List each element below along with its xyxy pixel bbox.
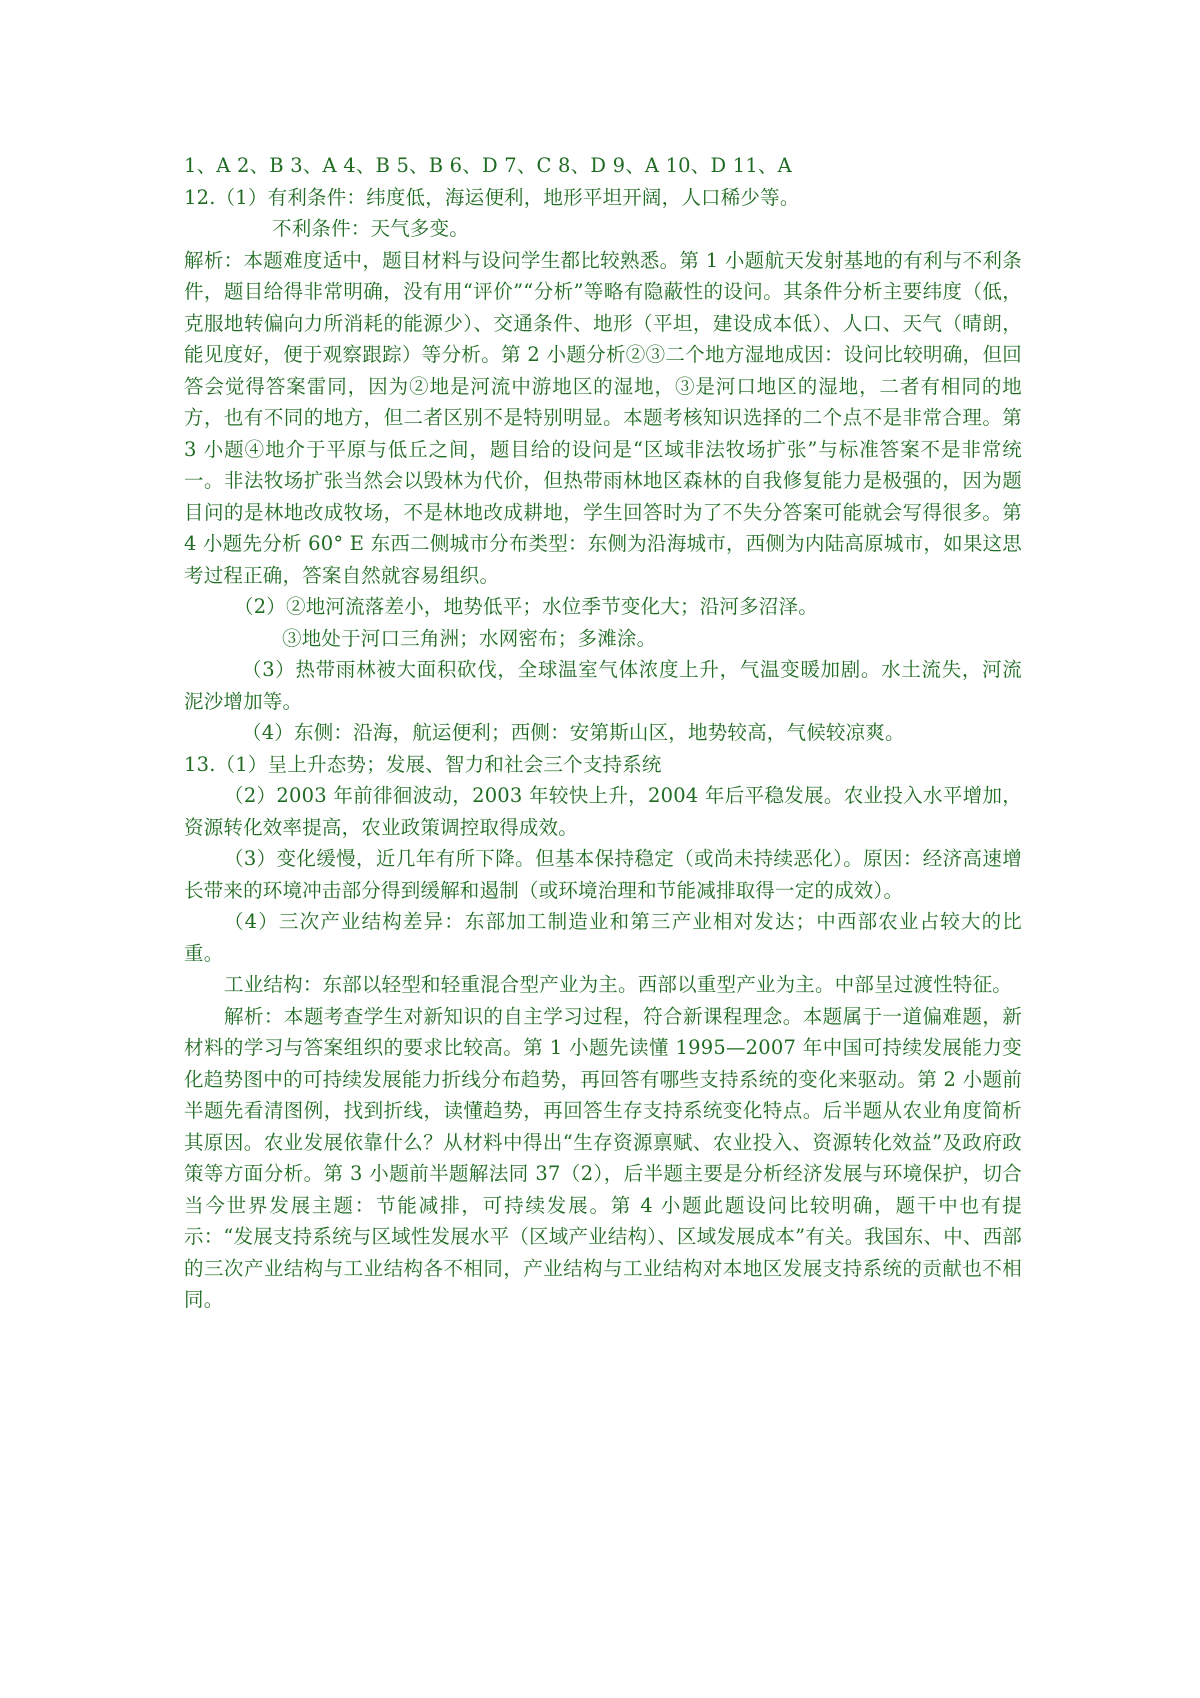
q12-part1-unfavorable: 不利条件：天气多变。 bbox=[272, 217, 470, 240]
answer-key-content bbox=[184, 150, 1022, 1316]
q13-part4: （4）三次产业结构差异：东部加工制造业和第三产业相对发达；中西部农业占较大的比重。 bbox=[184, 910, 1022, 965]
q12-part1-favorable: 12.（1）有利条件：纬度低，海运便利，地形平坦开阔，人口稀少等。 bbox=[184, 185, 800, 209]
q12-part4: （4）东侧：沿海，航运便利；西侧：安第斯山区，地势较高，气候较凉爽。 bbox=[242, 721, 905, 744]
q12-part2-b: ③地处于河口三角洲；水网密布；多滩涂。 bbox=[282, 626, 657, 650]
multiple-choice-answers: 1、A 2、B 3、A 4、B 5、B 6、D 7、C 8、D 9、A 10、D 11、A bbox=[184, 154, 792, 177]
q13-analysis: 解析：本题考查学生对新知识的自主学习过程，符合新课程理念。本题属于一道偏难题，新材料的学习与答案组织的要求比较高。第 1 小题先读懂 1995—2007 年中国可持续发展能力变化趋势图中的可持续发展能力折线分布趋势，再回答有哪些支持系统的变化来驱动。第 2 小题前半题先看清图例，找到折线，读懂趋势，再回答生存支持系统变化特点。后半题从农业角度简析其原因。农业发展依靠什么？从材料中得出“生存资源禀赋、农业投入、资源转化效益”及政府政策等方面分析。第 3 小题前半题解法同 37（2），后半题主要是分析经济发展与环境保护，切合当今世界发展主题：节能减排，可持续发展。第 4 小题此题设问比较明确，题干中也有提示：“发展支持系统与区域性发展水平（区域产业结构）、区域发展成本”有关。我国东、中、西部的三次产业结构与工业结构各不相同，产业结构与工业结构对本地区发展支持系统的贡献也不相同。 bbox=[184, 1004, 1022, 1311]
q13-part2: （2）2003 年前徘徊波动，2003 年较快上升，2004 年后平稳发展。农业投入水平增加，资源转化效率提高，农业政策调控取得成效。 bbox=[184, 784, 1022, 839]
q13-part1: 13.（1）呈上升态势；发展、智力和社会三个支持系统 bbox=[184, 752, 662, 776]
q13-part3: （3）变化缓慢，近几年有所下降。但基本保持稳定（或尚未持续恶化）。原因：经济高速增长带来的环境冲击部分得到缓解和遏制（或环境治理和节能减排取得一定的成效）。 bbox=[184, 847, 1022, 902]
q13-part4-b: 工业结构：东部以轻型和轻重混合型产业为主。西部以重型产业为主。中部呈过渡性特征。 bbox=[224, 973, 1013, 996]
q12-analysis: 解析：本题难度适中，题目材料与设问学生都比较熟悉。第 1 小题航天发射基地的有利与不利条件，题目给得非常明确，没有用“评价”“分析”等略有隐蔽性的设问。其条件分析主要纬度（低，克服地转偏向力所消耗的能源少）、交通条件、地形（平坦，建设成本低）、人口、天气（晴朗，能见度好，便于观察跟踪）等分析。第 2 小题分析②③二个地方湿地成因：设问比较明确，但回答会觉得答案雷同，因为②地是河流中游地区的湿地，③是河口地区的湿地，二者有相同的地方，也有不同的地方，但二者区别不是特别明显。本题考核知识选择的二个点不是非常合理。第 3 小题④地介于平原与低丘之间，题目给的设问是“区域非法牧场扩张”与标准答案不是非常统一。非法牧场扩张当然会以毁林为代价，但热带雨林地区森林的自我修复能力是极强的，因为题目问的是林地改成牧场，不是林地改成耕地，学生回答时为了不失分答案可能就会写得很多。第 4 小题先分析 60° E 东西二侧城市分布类型：东侧为沿海城市，西侧为内陆高原城市，如果这思考过程正确，答案自然就容易组织。 bbox=[184, 248, 1022, 587]
q12-part3: （3）热带雨林被大面积砍伐，全球温室气体浓度上升，气温变暖加剧。水土流失，河流泥沙增加等。 bbox=[184, 658, 1022, 713]
q12-part2: （2）②地河流落差小，地势低平；水位季节变化大；沿河多沼泽。 bbox=[234, 595, 818, 618]
